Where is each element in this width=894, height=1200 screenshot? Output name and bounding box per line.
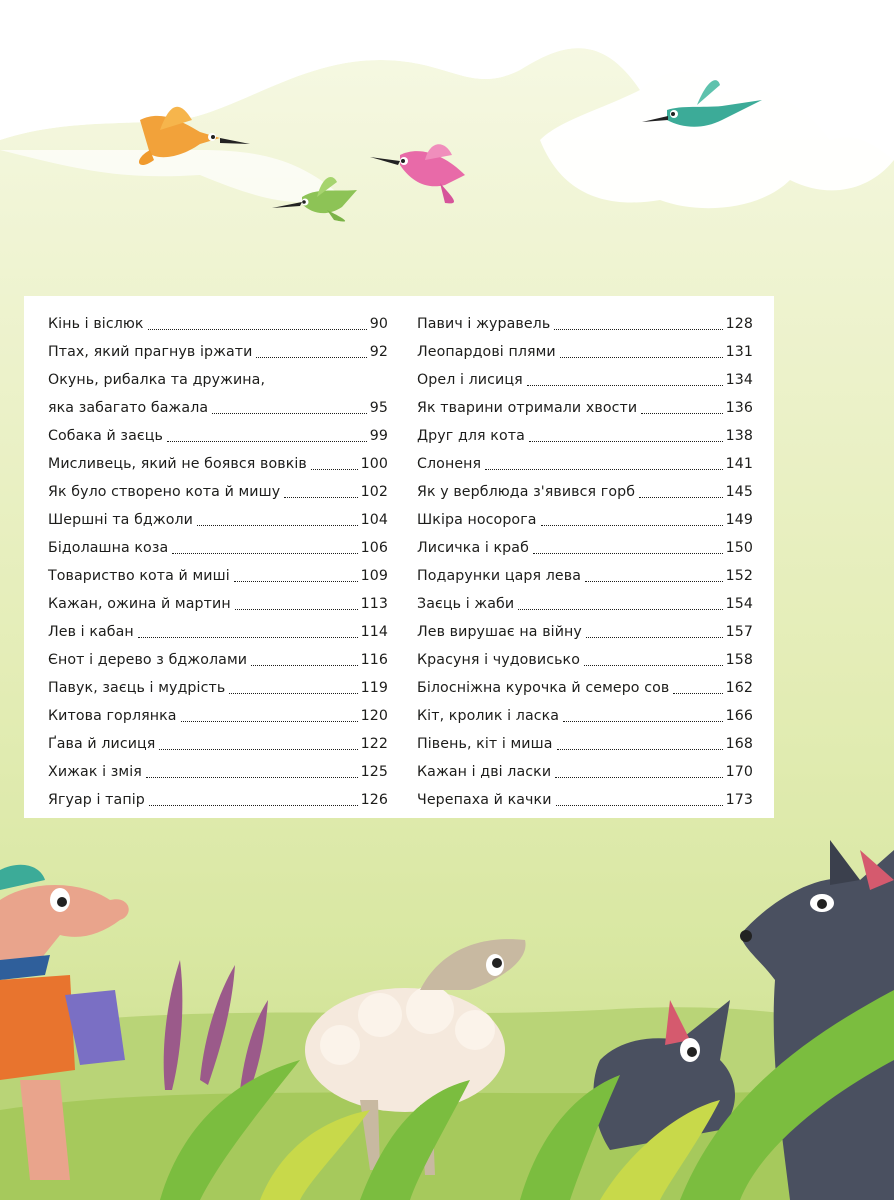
- toc-entry: [48, 622, 388, 642]
- toc-entry: [48, 650, 388, 670]
- toc-entry: [417, 426, 753, 446]
- toc-entry-title: Хижак і змія: [48, 764, 142, 780]
- toc-entry: [48, 454, 388, 474]
- toc-leader-dots: [557, 749, 723, 750]
- toc-entry-page: 90: [369, 316, 388, 332]
- toc-entry: [48, 510, 388, 530]
- toc-entry-page: 154: [725, 596, 753, 612]
- toc-leader-dots: [639, 497, 723, 498]
- toc-leader-dots: [641, 413, 722, 414]
- toc-entry: [48, 426, 388, 446]
- toc-entry-page: 125: [360, 764, 388, 780]
- toc-entry-title: Павич і журавель: [417, 316, 551, 332]
- toc-entry: [417, 650, 753, 670]
- toc-entry-title: Білосніжна курочка й семеро сов: [417, 680, 670, 696]
- toc-leader-dots: [518, 609, 722, 610]
- toc-entry: [48, 314, 388, 334]
- toc-entry: [48, 762, 388, 782]
- toc-entry-title: Друг для кота: [417, 428, 525, 444]
- toc-leader-dots: [311, 469, 358, 470]
- toc-entry-page: 122: [360, 736, 388, 752]
- toc-leader-dots: [586, 637, 723, 638]
- toc-leader-dots: [212, 413, 367, 414]
- toc-entry: [417, 706, 753, 726]
- toc-entry-page: 126: [360, 792, 388, 808]
- toc-entry-title: Мисливець, який не боявся вовків: [48, 456, 307, 472]
- toc-leader-dots: [148, 329, 367, 330]
- toc-leader-dots: [541, 525, 723, 526]
- toc-leader-dots: [256, 357, 366, 358]
- toc-entry-title: Черепаха й качки: [417, 792, 552, 808]
- toc-entry-title: Красуня і чудовисько: [417, 652, 581, 668]
- toc-entry-page: 109: [360, 568, 388, 584]
- toc-entry-page: 166: [725, 708, 753, 724]
- table-of-contents: [24, 296, 774, 818]
- toc-entry-page: 157: [725, 624, 753, 640]
- toc-leader-dots: [560, 357, 723, 358]
- toc-entry-page: 162: [725, 680, 753, 696]
- toc-entry: [48, 342, 388, 362]
- toc-entry-title: Леопардові плями: [417, 344, 556, 360]
- toc-entry-page: 158: [725, 652, 753, 668]
- toc-leader-dots: [235, 609, 358, 610]
- toc-entry-page: 168: [725, 736, 753, 752]
- toc-entry: [48, 538, 388, 558]
- toc-entry-page: 100: [360, 456, 388, 472]
- toc-leader-dots: [181, 721, 358, 722]
- toc-entry-title: Ягуар і тапір: [48, 792, 145, 808]
- toc-entry-title: Як у верблюда з'явився горб: [417, 484, 636, 500]
- toc-leader-dots: [234, 581, 358, 582]
- toc-entry-page: 113: [360, 596, 388, 612]
- toc-entry: [48, 706, 388, 726]
- toc-entry: [48, 790, 388, 810]
- toc-leader-dots: [556, 805, 723, 806]
- toc-entry: [417, 398, 753, 418]
- toc-entry: [417, 622, 753, 642]
- toc-entry-page: 136: [725, 400, 753, 416]
- toc-leader-dots: [529, 441, 723, 442]
- toc-leader-dots: [673, 693, 722, 694]
- toc-entry-title: Бідолашна коза: [48, 540, 169, 556]
- toc-entry: [48, 566, 388, 586]
- toc-leader-dots: [527, 385, 723, 386]
- toc-leader-dots: [172, 553, 357, 554]
- toc-entry-page: 173: [725, 792, 753, 808]
- toc-entry-title: Шершні та бджоли: [48, 512, 193, 528]
- toc-entry-page: 138: [725, 428, 753, 444]
- toc-leader-dots: [159, 749, 357, 750]
- toc-entry: [417, 538, 753, 558]
- pink-bird-icon: [370, 144, 465, 203]
- toc-entry-title: Кажан і дві ласки: [417, 764, 552, 780]
- toc-entry-title: Орел і лисиця: [417, 372, 523, 388]
- toc-entry-page: 119: [360, 680, 388, 696]
- toc-entry-title: Китова горлянка: [48, 708, 177, 724]
- toc-entry-title: Ґава й лисиця: [48, 736, 156, 752]
- toc-leader-dots: [533, 553, 723, 554]
- toc-entry-page: 102: [360, 484, 388, 500]
- toc-entry-title: Лев і кабан: [48, 624, 134, 640]
- toc-entry: [417, 342, 753, 362]
- toc-entry-title: Птах, який прагнув іржати: [48, 344, 253, 360]
- toc-entry: [417, 566, 753, 586]
- toc-entry-title: яка забагато бажала: [48, 400, 209, 416]
- toc-leader-dots: [585, 581, 723, 582]
- toc-entry-title: Кіт, кролик і ласка: [417, 708, 560, 724]
- toc-leader-dots: [197, 525, 358, 526]
- toc-entry-title: Шкіра носорога: [417, 512, 537, 528]
- toc-leader-dots: [284, 497, 357, 498]
- toc-entry-page: 104: [360, 512, 388, 528]
- toc-right-column: [417, 314, 753, 818]
- toc-entry: [48, 594, 388, 614]
- toc-entry-page: 128: [725, 316, 753, 332]
- toc-entry-title: Заєць і жаби: [417, 596, 515, 612]
- toc-leader-dots: [554, 329, 722, 330]
- toc-entry-title: Як було створено кота й мишу: [48, 484, 281, 500]
- toc-leader-dots: [146, 777, 358, 778]
- toc-entry-page: 99: [369, 428, 388, 444]
- toc-entry-page: 145: [725, 484, 753, 500]
- toc-entry-title: Слоненя: [417, 456, 482, 472]
- toc-entry-page: 141: [725, 456, 753, 472]
- toc-entry-page: 120: [360, 708, 388, 724]
- toc-entry: [48, 734, 388, 754]
- toc-entry: [417, 454, 753, 474]
- toc-entry-page: 116: [360, 652, 388, 668]
- toc-entry-title: Єнот і дерево з бджолами: [48, 652, 248, 668]
- toc-entry-page: 131: [725, 344, 753, 360]
- toc-entry: [48, 370, 388, 390]
- toc-entry: [417, 314, 753, 334]
- toc-leader-dots: [485, 469, 722, 470]
- toc-leader-dots: [138, 637, 358, 638]
- toc-entry-title: Кінь і віслюк: [48, 316, 144, 332]
- toc-entry-page: 134: [725, 372, 753, 388]
- toc-entry: [417, 734, 753, 754]
- toc-entry-title: Подарунки царя лева: [417, 568, 581, 584]
- toc-entry-page: 152: [725, 568, 753, 584]
- toc-entry-title: Павук, заєць і мудрість: [48, 680, 226, 696]
- toc-entry-title: Окунь, рибалка та дружина,: [48, 372, 266, 388]
- toc-entry-title: Півень, кіт і миша: [417, 736, 553, 752]
- toc-leader-dots: [251, 665, 358, 666]
- toc-entry-page: 106: [360, 540, 388, 556]
- toc-leader-dots: [584, 665, 723, 666]
- toc-entry-page: 95: [369, 400, 388, 416]
- toc-entry: [417, 762, 753, 782]
- toc-entry-page: 114: [360, 624, 388, 640]
- toc-leader-dots: [167, 441, 367, 442]
- toc-entry-page: 150: [725, 540, 753, 556]
- toc-entry: [48, 398, 388, 418]
- toc-entry: [48, 482, 388, 502]
- toc-entry-page: 170: [725, 764, 753, 780]
- toc-leader-dots: [563, 721, 723, 722]
- toc-entry-title: Кажан, ожина й мартин: [48, 596, 231, 612]
- toc-entry-page: 92: [369, 344, 388, 360]
- toc-entry: [417, 678, 753, 698]
- toc-entry-title: Як тварини отримали хвости: [417, 400, 638, 416]
- toc-leader-dots: [149, 805, 358, 806]
- toc-entry-title: Лев вирушає на війну: [417, 624, 582, 640]
- toc-entry: [417, 370, 753, 390]
- toc-entry-title: Лисичка і краб: [417, 540, 529, 556]
- toc-entry-page: 149: [725, 512, 753, 528]
- toc-entry: [417, 482, 753, 502]
- toc-entry: [417, 594, 753, 614]
- toc-leader-dots: [555, 777, 722, 778]
- toc-left-column: [48, 314, 388, 818]
- toc-entry-title: Товариство кота й миші: [48, 568, 230, 584]
- toc-entry: [417, 510, 753, 530]
- toc-entry: [417, 790, 753, 810]
- toc-entry: [48, 678, 388, 698]
- toc-leader-dots: [229, 693, 357, 694]
- toc-entry-title: Собака й заєць: [48, 428, 163, 444]
